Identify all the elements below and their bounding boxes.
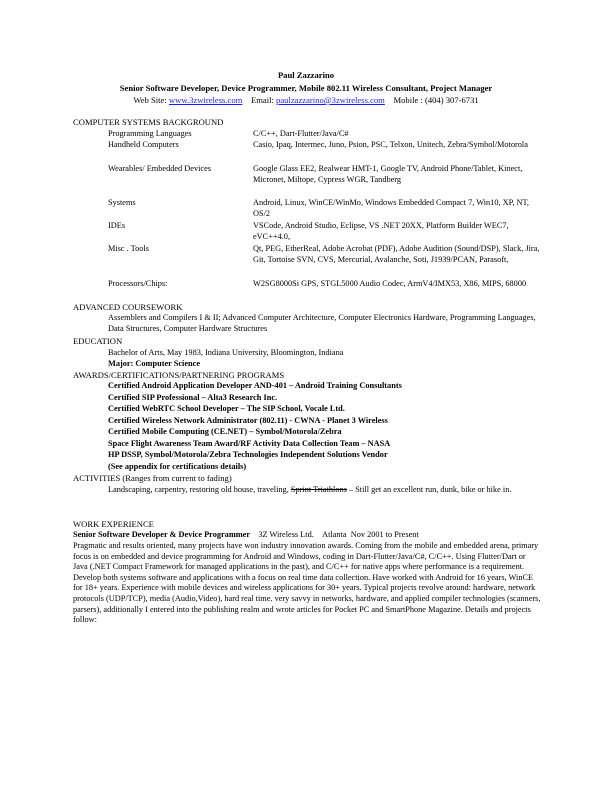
activities-text-start: Landscaping, carpentry, restoring old house, traveling, [108,485,291,494]
name-heading: Paul Zazzarino [277,70,335,80]
degree-text: Bachelor of Arts, May 1983, Indiana University, Bloomington, Indiana [108,348,344,357]
award-item: Certified Mobile Computing (CE.NET) – Symbol/Motorola/Zebra [108,427,342,436]
titles-line: Senior Software Developer, Device Programmer, Mobile 802.11 Wireless Consultant, Project Manager [119,83,493,93]
row-value: W2SG8000Si GPS, STGL5000 Audio Codec, ArmV4/IMX53, X86, MIPS, 68000 [253,279,527,288]
award-item: Certified SIP Professional – Alta3 Research Inc. [108,393,278,402]
row-label: Handheld Computers [108,140,179,149]
row-value: Casio, Ipaq, Intermec, Juno, Psion, PSC, Telxon, Unitech, Zebra/Symbol/Motorola [253,140,528,149]
awards-heading: AWARDS/CERTIFICATIONS/PARTNERING PROGRAMS [73,370,285,380]
award-item: Certified Android Application Developer AND-401 – Android Training Consultants [108,381,402,390]
coursework-heading: ADVANCED COURSEWORK [73,302,183,312]
contact-line [0,95,612,106]
work-position: Senior Software Developer & Device Programmer [73,530,251,539]
row-label: Systems [108,198,136,207]
row-label: Processors/Chips: [108,279,168,288]
activities-text [108,485,528,496]
award-item: Certified Wireless Network Administrator (802.11) - CWNA - Planet 3 Wireless [108,416,388,425]
work-dates: Nov 2001 to Present [350,530,419,539]
work-position-line [73,530,541,541]
education-heading: EDUCATION [73,336,123,346]
activities-text-end: – Still get an excellent run, dunk, bike or hike in. [346,485,512,494]
work-company: 3Z Wireless Ltd. [258,530,314,539]
row-value: Qt, PEG, EtherReal, Adobe Acrobat (PDF), Adobe Audition (Sound/DSP), Slack, Jira, Git, Tortoise SVN, CVS, Mercurial, Avalanche, Soti, J1939/PCAN, Parasoft, [253,244,540,264]
award-item: (See appendix for certifications details) [108,462,247,471]
email-label: Email: [250,95,274,105]
row-label: Programming Languages [108,129,192,138]
mobile-text: Mobile : (404) 307-6731 [393,95,479,105]
award-item: Space Flight Awareness Team Award/RF Activity Data Collection Team – NASA [108,439,391,448]
work-heading: WORK EXPERIENCE [73,519,154,529]
work-location: Atlanta [322,530,347,539]
website-link[interactable]: www.3zwireless.com [168,95,243,105]
award-item: Certified WebRTC School Developer – The SIP School, Vocale Ltd. [108,404,345,413]
row-value: VSCode, Android Studio, Eclipse, VS .NET 20XX, Platform Builder WEC7, eVC++4.0, [253,221,509,241]
row-value: Android, Linux, WinCE/WinMo, Windows Embedded Compact 7, Win10, XP, NT, OS/2 [253,198,529,218]
activities-heading: ACTIVITIES (Ranges from current to fading) [73,473,232,483]
award-item: HP DSSP, Symbol/Motorola/Zebra Technologies Independent Solutions Vendor [108,450,388,459]
row-label: Misc . Tools [108,244,149,253]
major-text: Major: Computer Science [108,359,201,368]
row-label: Wearables/ Embedded Devices [108,164,211,173]
row-value: C/C++, Dart-Flutter/Java/C# [253,129,349,138]
work-description: Pragmatic and results oriented, many projects have won industry innovation awards. Coming from the mobile and embedded arena, primary focus is on embedded and device programming for Android and Windows, coding in Dart-Flutter/Java/C#, C/C++. Using Flutter/Dart or Java (.NET Compact Framework for managed applications in the past), and C/C++ for native apps where performance is a requirement. Develop both systems software and applications with a focus on real time data collection. Have worked with Android for 16 years, WinCE for 18+ years. Experience with mobile devices and wireless applications for 30+ years. Typical projects revolve around: hardware, network protocols (UDP/TCP), media (Audio,Video), hard real time. very savvy in networks, hardware, and applied compiler technologies (scanners, parsers), additionally I entered into the publishing realm and wrote articles for Pocket PC and SmartPhone Magazine. Details and projects follow: [73,541,541,625]
email-link[interactable]: paulzazzarino@3zwireless.com [276,95,385,105]
website-label: Web Site: [133,95,167,105]
row-value: Google Glass EE2, Realwear HMT-1, Google TV, Android Phone/Tablet, Kinect, Micronet, Miltope, Cypress WGR, Tandberg [253,164,523,184]
activities-struck-text: Sprint Triathlons [290,485,347,494]
coursework-text: Assemblers and Compilers I & II; Advanced Computer Architecture, Computer Electronics Hardware, Programming Languages, Data Structures, Computer Hardware Structures [108,313,536,333]
row-label: IDEs [108,221,126,230]
background-heading: COMPUTER SYSTEMS BACKGROUND [73,117,224,127]
